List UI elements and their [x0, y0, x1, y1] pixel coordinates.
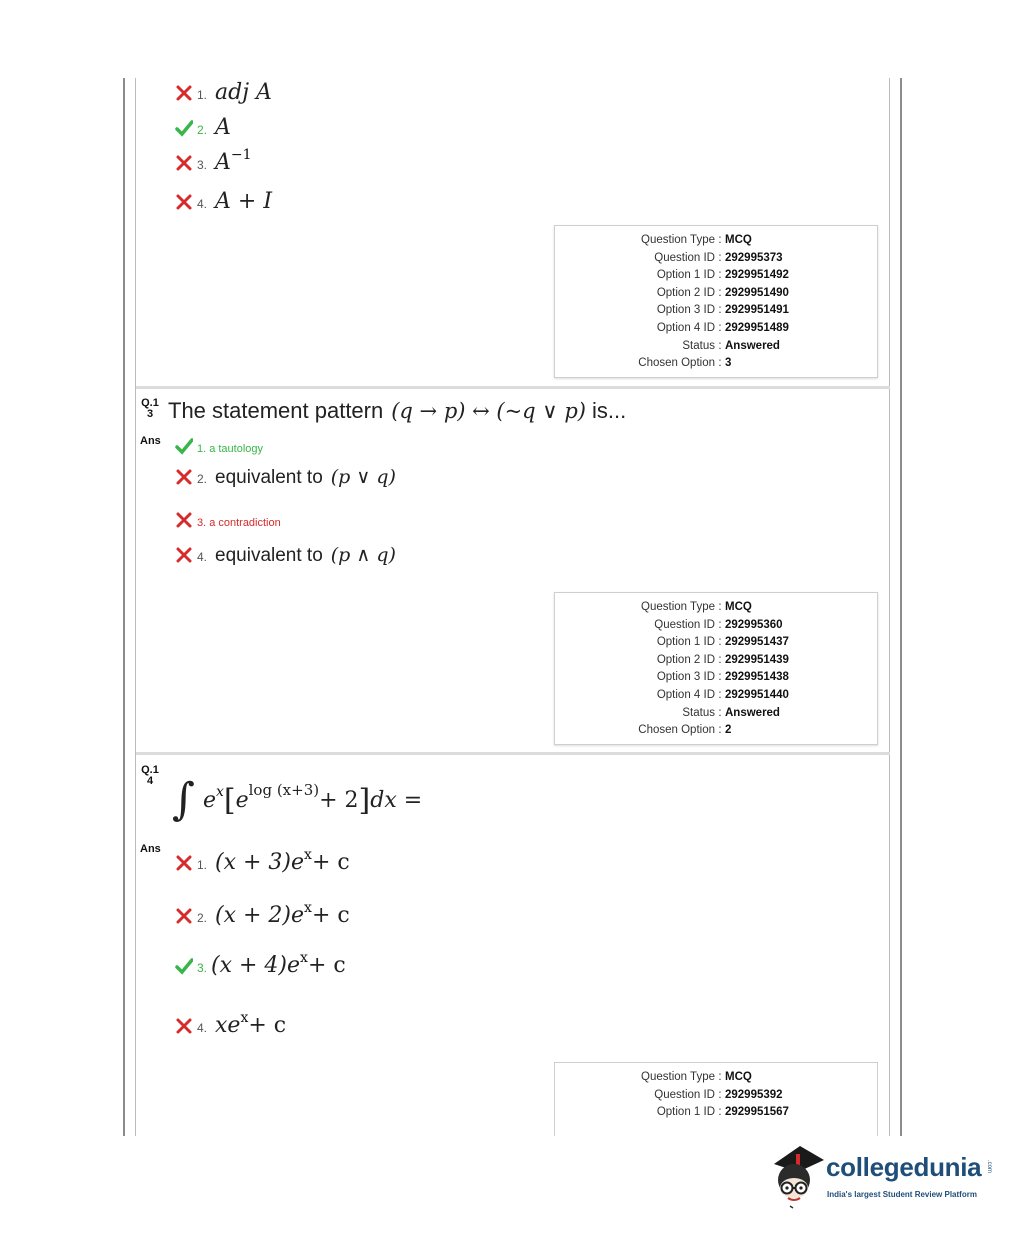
meta-row	[555, 669, 877, 687]
outer-right-line	[900, 78, 902, 1136]
meta-key: Status	[682, 706, 715, 719]
meta-value: 292995373	[725, 251, 783, 264]
superscript: x	[304, 847, 312, 863]
meta-key: Question ID	[654, 618, 715, 631]
q-log-sup: log (x+3)	[248, 781, 320, 799]
meta-colon: :	[718, 269, 722, 282]
cross-icon	[175, 546, 193, 564]
q-x-sup: x	[215, 784, 224, 800]
option-number: 4.	[197, 550, 208, 564]
option-math: xe	[215, 1013, 241, 1038]
meta-colon: :	[718, 1088, 722, 1101]
option-text: equivalent to	[215, 545, 323, 566]
cross-icon	[175, 193, 193, 211]
meta-row	[555, 1069, 877, 1087]
superscript: x	[300, 950, 308, 966]
q12-option-2	[175, 115, 231, 140]
question-number-line2: 3	[146, 408, 154, 420]
answer-label: Ans	[140, 435, 161, 447]
meta-row	[555, 705, 877, 723]
brand-tagline: India's largest Student Review Platform	[827, 1190, 977, 1199]
option-math: (x + 2)e	[215, 903, 305, 928]
meta-key: Option 4 ID	[656, 688, 715, 701]
question-number-line1: Q.1	[141, 764, 159, 776]
option-math: (p ∨ q)	[330, 466, 396, 488]
meta-colon: :	[718, 706, 722, 719]
q13-option-2	[175, 465, 396, 489]
meta-row	[555, 285, 877, 303]
check-icon	[175, 957, 193, 975]
meta-key: Question Type	[641, 601, 715, 613]
option-math: A	[215, 115, 231, 140]
meta-key: Question ID	[654, 1088, 715, 1101]
meta-list	[555, 1069, 877, 1122]
question-number-line2: 4	[146, 775, 154, 787]
meta-key: Option 3 ID	[656, 671, 715, 684]
option-math: adj A	[215, 80, 272, 105]
meta-row	[555, 634, 877, 652]
meta-key: Question ID	[654, 251, 715, 264]
check-icon	[175, 119, 193, 137]
q13-option-4	[175, 543, 396, 567]
meta-value: 2929951437	[725, 636, 789, 649]
meta-value: 2	[725, 724, 732, 737]
question-math: (q → p) ↔ (~q ∨ p)	[391, 399, 586, 423]
meta-colon: :	[718, 688, 722, 701]
option-number: 4.	[197, 197, 208, 211]
option-number: 3.	[197, 961, 208, 975]
q14-option-1	[175, 847, 350, 875]
meta-value: MCQ	[725, 1071, 752, 1083]
cross-icon	[175, 468, 193, 486]
meta-row	[555, 267, 877, 285]
cross-icon	[175, 854, 193, 872]
question-suffix: is...	[592, 398, 627, 423]
option-math: (x + 3)e	[215, 850, 305, 875]
meta-value: 292995360	[725, 618, 783, 631]
meta-colon: :	[718, 234, 722, 246]
meta-colon: :	[718, 286, 722, 299]
superscript: x	[240, 1010, 249, 1026]
meta-key: Question Type	[641, 1071, 715, 1083]
meta-value: 2929951492	[725, 269, 789, 282]
answer-label: Ans	[140, 843, 161, 855]
q-e: e	[202, 787, 216, 813]
meta-row	[555, 722, 877, 740]
option-number: 3.	[197, 517, 207, 529]
q14-option-3	[175, 950, 346, 978]
meta-row	[555, 1104, 877, 1122]
option-number: 2.	[197, 472, 208, 486]
meta-colon: :	[718, 1106, 722, 1119]
meta-value: 2929951439	[725, 653, 789, 666]
option-text: a contradiction	[209, 517, 281, 529]
meta-value: MCQ	[725, 601, 752, 613]
q12-option-1	[175, 80, 272, 105]
meta-key: Option 3 ID	[656, 304, 715, 317]
meta-key: Option 4 ID	[656, 321, 715, 334]
q14-option-2	[175, 900, 350, 928]
option-number: 1.	[197, 858, 208, 872]
meta-key: Option 2 ID	[656, 286, 715, 299]
option-tail: + c	[311, 903, 350, 928]
meta-value: 2929951567	[725, 1106, 789, 1119]
meta-colon: :	[718, 724, 722, 737]
inner-left-line	[135, 78, 136, 1136]
brand-name: collegedunia	[826, 1152, 982, 1182]
integral-sign: ∫	[172, 774, 195, 825]
meta-colon: :	[718, 671, 722, 684]
meta-value: MCQ	[725, 234, 752, 246]
meta-row	[555, 232, 877, 250]
superscript: −1	[230, 147, 252, 163]
option-math: A + I	[215, 189, 273, 214]
question-separator	[136, 752, 890, 755]
question-separator	[136, 386, 890, 389]
question-text: The statement pattern	[168, 398, 384, 423]
meta-list	[555, 599, 877, 740]
inner-right-line	[889, 78, 890, 1136]
cross-icon	[175, 154, 193, 172]
q13-option-1	[175, 434, 263, 455]
check-icon	[175, 437, 193, 455]
meta-row	[555, 652, 877, 670]
meta-value: Answered	[725, 339, 780, 352]
meta-value: Answered	[725, 706, 780, 719]
q13-option-3	[175, 508, 281, 529]
option-tail: + c	[248, 1013, 287, 1038]
meta-key: Option 1 ID	[656, 1106, 715, 1119]
meta-key: Status	[682, 339, 715, 352]
option-number: 3.	[197, 158, 208, 172]
q-tail: dx =	[370, 787, 423, 813]
q12-option-4	[175, 189, 272, 214]
q12-meta-box	[554, 225, 878, 378]
question-number	[140, 765, 160, 787]
meta-row	[555, 355, 877, 373]
outer-left-line	[123, 78, 125, 1136]
q-e2: e	[235, 787, 249, 813]
meta-value: 292995392	[725, 1088, 783, 1101]
mascot-icon	[768, 1142, 826, 1210]
option-number: 4.	[197, 1021, 208, 1035]
meta-value: 2929951491	[725, 304, 789, 317]
meta-colon: :	[718, 251, 722, 264]
q13-meta-box	[554, 592, 878, 745]
option-number: 1.	[197, 443, 207, 455]
option-number: 1.	[197, 88, 208, 102]
q-plus2: + 2	[319, 787, 359, 813]
meta-colon: :	[718, 618, 722, 631]
meta-colon: :	[718, 653, 722, 666]
meta-row	[555, 250, 877, 268]
meta-row	[555, 1087, 877, 1105]
cross-icon	[175, 1017, 193, 1035]
meta-key: Chosen Option	[638, 357, 715, 370]
option-text: equivalent to	[215, 467, 323, 488]
q-open-bracket: [	[223, 782, 236, 818]
q-close-bracket: ]	[358, 782, 371, 818]
meta-row	[555, 599, 877, 617]
option-math: A	[215, 150, 231, 175]
meta-colon: :	[718, 339, 722, 352]
option-text: a tautology	[209, 443, 264, 455]
cross-icon	[175, 511, 193, 529]
q14-meta-box	[554, 1062, 878, 1136]
brand-logo	[768, 1142, 998, 1212]
option-number: 2.	[197, 911, 208, 925]
question-number-line1: Q.1	[141, 397, 159, 409]
meta-row	[555, 338, 877, 356]
option-tail: + c	[307, 953, 346, 978]
meta-colon: :	[718, 636, 722, 649]
meta-key: Option 2 ID	[656, 653, 715, 666]
q14-option-4	[175, 1010, 287, 1038]
meta-value: 3	[725, 357, 732, 370]
meta-row	[555, 320, 877, 338]
cross-icon	[175, 84, 193, 102]
question-number	[140, 398, 160, 420]
meta-colon: :	[718, 601, 722, 613]
meta-list	[555, 232, 877, 373]
meta-value: 2929951438	[725, 671, 789, 684]
meta-colon: :	[718, 304, 722, 317]
meta-key: Question Type	[641, 234, 715, 246]
meta-row	[555, 687, 877, 705]
meta-colon: :	[718, 1071, 722, 1083]
brand-com: .com	[986, 1160, 992, 1174]
meta-key: Chosen Option	[638, 724, 715, 737]
option-number: 2.	[197, 123, 208, 137]
meta-key: Option 1 ID	[656, 636, 715, 649]
q12-option-3	[175, 147, 252, 175]
superscript: x	[304, 900, 312, 916]
meta-value: 2929951489	[725, 321, 789, 334]
option-math: (x + 4)e	[211, 953, 301, 978]
meta-colon: :	[718, 321, 722, 334]
meta-value: 2929951440	[725, 688, 789, 701]
q14-question	[172, 772, 422, 828]
option-math: (p ∧ q)	[330, 544, 396, 566]
meta-key: Option 1 ID	[656, 269, 715, 282]
meta-row	[555, 302, 877, 320]
option-tail: + c	[311, 850, 350, 875]
q13-question	[168, 398, 626, 424]
meta-row	[555, 617, 877, 635]
meta-value: 2929951490	[725, 286, 789, 299]
meta-colon: :	[718, 357, 722, 370]
cross-icon	[175, 907, 193, 925]
